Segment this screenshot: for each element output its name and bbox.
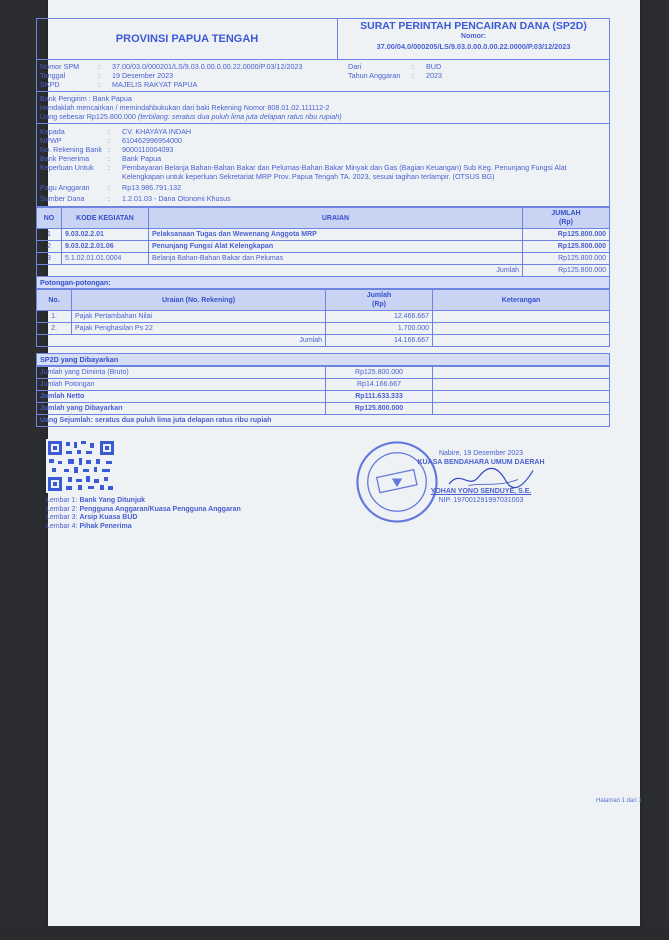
cell-label: Jumlah Potongan	[37, 379, 326, 391]
col-jumlah-unit: (Rp)	[372, 301, 386, 308]
cell-value: Rp111.633.333	[326, 391, 433, 403]
document-title-block	[338, 19, 609, 59]
cell-empty	[433, 367, 610, 379]
dibayarkan-table	[36, 366, 610, 427]
cell-label: Jumlah Netto	[37, 391, 326, 403]
cell-jumlah: Rp125.800.000	[523, 229, 610, 241]
table-row	[37, 379, 610, 391]
potongan-title: Potongan-potongan:	[36, 277, 610, 289]
lembar-text: Pihak Penerima	[79, 522, 132, 530]
footer-area	[36, 435, 610, 585]
col-jumlah-unit: (Rp)	[559, 219, 573, 226]
col-jumlah-label: Jumlah	[366, 292, 392, 299]
document-title: SURAT PERINTAH PENCAIRAN DANA (SP2D)	[360, 20, 587, 32]
bank-instruction-text: Hendaklah mencairkan / memindahbukukan dari baki Rekening Nomor 808.01.02.111112-2	[40, 103, 330, 112]
signature-name: YOHAN YONO SENDUYE, S.E.	[430, 488, 532, 495]
cell-uraian: Pelaksanaan Tugas dan Wewenang Anggota MRP	[149, 229, 523, 241]
col-jumlah-label: JUMLAH	[551, 210, 581, 217]
cell-jumlah: Rp125.800.000	[523, 241, 610, 253]
cell-no: 2.	[37, 323, 72, 335]
lembar-prefix: Lembar 1:	[46, 497, 80, 504]
lembar-text: Arsip Kuasa BUD	[79, 514, 138, 521]
recipient-value: Rp13.986.791.132	[122, 183, 182, 192]
total-value: Rp125.800.000	[523, 265, 610, 277]
table-row	[37, 241, 610, 253]
table-row	[37, 311, 610, 323]
kegiatan-total-row	[37, 265, 610, 277]
recipient-key: Bank Penerima	[40, 154, 90, 163]
cell-kode: 9.03.02.2.01	[62, 229, 149, 241]
meta-value: 2023	[426, 71, 442, 80]
cell-uraian: Pajak Pertambahan Nilai	[72, 311, 326, 323]
cell-jumlah: Rp125.800.000	[523, 253, 610, 265]
signature-place-date: Nabire, 19 Desember 2023	[438, 450, 524, 457]
lembar-text: Pengguna Anggaran/Kuasa Pengguna Anggaran	[79, 505, 241, 513]
recipient-key: Pagu Anggaran	[40, 183, 90, 192]
kegiatan-table	[36, 207, 610, 277]
total-label: Jumlah	[37, 265, 523, 277]
amount-text: Uang sebesar Rp125.800.000	[40, 112, 138, 121]
lembar-prefix: Lembar 3:	[46, 514, 80, 521]
col-jumlah	[523, 208, 610, 229]
col-keterangan: Keterangan	[433, 290, 610, 311]
recipient-value: CV. KHAYAYA INDAH	[122, 127, 192, 136]
meta-value: 19 Desember 2023	[112, 71, 174, 80]
cell-kode: 5.1.02.01.01.0004	[62, 253, 149, 265]
meta-key: Tahun Anggaran	[348, 71, 401, 80]
col-uraian: URAIAN	[149, 208, 523, 229]
signature-nip: NIP. 197001291997031003	[438, 497, 524, 504]
cell-no: 1	[37, 229, 62, 241]
table-row	[37, 391, 610, 403]
lembar-item	[46, 514, 241, 523]
meta-key: Tanggal	[40, 71, 66, 80]
cell-keterangan	[433, 311, 610, 323]
meta-value: MAJELIS RAKYAT PAPUA	[112, 80, 198, 89]
col-uraian: Uraian (No. Rekening)	[72, 290, 326, 311]
cell-label: Jumlah yang Dibayarkan	[37, 403, 326, 415]
meta-key: SKPD	[40, 80, 60, 89]
cell-no: 1.	[37, 311, 72, 323]
cell-jumlah: 12.466.667	[326, 311, 433, 323]
col-jumlah	[326, 290, 433, 311]
cell-empty	[433, 403, 610, 415]
cell-value: Rp125.800.000	[326, 367, 433, 379]
col-no: No.	[37, 290, 72, 311]
recipient-key: Keperluan Untuk	[40, 163, 94, 172]
table-row	[37, 403, 610, 415]
potongan-total-row	[37, 335, 610, 347]
nomor-label: Nomor:	[461, 33, 486, 40]
total-label: Jumlah	[37, 335, 326, 347]
cell-value: Rp14.166.667	[326, 379, 433, 391]
province-title: PROVINSI PAPUA TENGAH	[37, 19, 338, 59]
bank-sender: Bank Pengirim : Bank Papua	[40, 94, 132, 103]
cell-no: 2	[37, 241, 62, 253]
table-row	[37, 367, 610, 379]
recipient-value: 610462996954000	[122, 136, 182, 145]
terbilang-row	[37, 415, 610, 427]
lembar-prefix: Lembar 2:	[46, 505, 80, 513]
meta-value: 37.00/03.0/000201/LS/9.03.0.00.0.00.22.0000/P.03/12/2023	[112, 62, 303, 71]
meta-key: Nomor SPM	[40, 62, 80, 71]
recipient-key: Sumber Dana	[40, 194, 85, 203]
cell-kode: 9.03.02.2.01.06	[62, 241, 149, 253]
cell-uraian: Belanja Bahan-Bahan Bakar dan Pelumas	[149, 253, 523, 265]
recipient-value: 9000110004093	[122, 145, 174, 154]
spm-meta: Nomor SPM : 37.00/03.0/000201/LS/9.03.0.00.0.00.22.0000/P.03/12/2023 Tanggal : 19 Desember 2023 SKPD : MAJELIS RAKYAT PAPUA Dari : BUD Tahun Anggaran : 2023	[36, 60, 610, 92]
bank-instruction	[36, 92, 610, 124]
page-number: Halaman 1 dari 1	[596, 798, 642, 804]
sp2d-document	[36, 18, 610, 585]
table-row	[37, 323, 610, 335]
cell-empty	[433, 391, 610, 403]
recipient-section: Kepada : CV. KHAYAYA INDAH NPWP : 610462996954000 No. Rekening Bank : 9000110004093 Bank Penerima : Bank Papua Keperluan Untuk : Pembayaran Belanja Bahan-Bahan Bakar dan Pelumas-Bahan Bakar Minyak dan Gas (Bagian Keuangan) Sub Keg. Penunjang Fungsi Alat Kelengkapan untuk keperluan Sekretariat MRP Prov. Papua Tengah TA. 2023, sesuai tagihan terlampir. (OTSUS BG) Pagu Anggaran : Rp13.986.791.132 Sumber Dana : 1.2.01.03 - Dana Otonomi Khusus	[36, 124, 610, 207]
signature-role: KUASA BENDAHARA UMUM DAERAH	[417, 459, 545, 466]
terbilang-text: Uang Sejumlah: seratus dua puluh lima juta delapan ratus ribu rupiah	[37, 415, 610, 427]
lembar-prefix: Lembar 4:	[46, 522, 80, 530]
recipient-value: Bank Papua	[122, 154, 162, 163]
nomor-value: 37.00/04.0/000205/LS/9.03.0.00.0.00.22.0000/P.03/12/2023	[376, 42, 571, 51]
recipient-value: Pembayaran Belanja Bahan-Bahan Bakar dan Pelumas-Bahan Bakar Minyak dan Gas (Bagian Keuangan) Sub Keg. Penunjang Fungsi Alat Kelengkapan untuk keperluan Sekretariat MRP Prov. Papua Tengah TA. 2023, sesuai tagihan terlampir. (OTSUS BG)	[122, 163, 567, 181]
recipient-key: No. Rekening Bank	[40, 145, 102, 154]
document-header	[36, 18, 610, 60]
lembar-item	[46, 506, 241, 515]
cell-keterangan	[433, 335, 610, 347]
table-row	[37, 229, 610, 241]
lembar-list	[46, 497, 241, 531]
lembar-text: Bank Yang Ditunjuk	[79, 497, 146, 504]
recipient-value: 1.2.01.03 - Dana Otonomi Khusus	[122, 194, 231, 203]
cell-jumlah: 1.700.000	[326, 323, 433, 335]
cell-label: Jumlah yang Diminta (Bruto)	[37, 367, 326, 379]
cell-keterangan	[433, 323, 610, 335]
cell-empty	[433, 379, 610, 391]
total-value: 14.166.667	[326, 335, 433, 347]
qr-code-icon	[46, 439, 116, 493]
dibayarkan-title: SP2D yang Dibayarkan	[36, 353, 610, 366]
meta-value: BUD	[426, 62, 442, 71]
potongan-table	[36, 289, 610, 347]
amount-terbilang: (terbilang: seratus dua puluh lima juta delapan ratus ribu rupiah)	[137, 112, 342, 121]
lembar-item	[46, 497, 241, 506]
table-row	[37, 253, 610, 265]
lembar-item	[46, 523, 241, 532]
cell-value: Rp125.800.000	[326, 403, 433, 415]
recipient-key: Kepada	[40, 127, 65, 136]
cell-uraian: Penunjang Fungsi Alat Kelengkapan	[149, 241, 523, 253]
cell-no: 3	[37, 253, 62, 265]
recipient-key: NPWP	[40, 136, 62, 145]
col-no: NO	[37, 208, 62, 229]
desk-surface	[0, 926, 669, 940]
meta-key: Dari	[348, 62, 362, 71]
signature-scribble-icon	[436, 463, 546, 493]
col-kode: KODE KEGIATAN	[62, 208, 149, 229]
cell-uraian: Pajak Penghasilan Ps 22	[72, 323, 326, 335]
